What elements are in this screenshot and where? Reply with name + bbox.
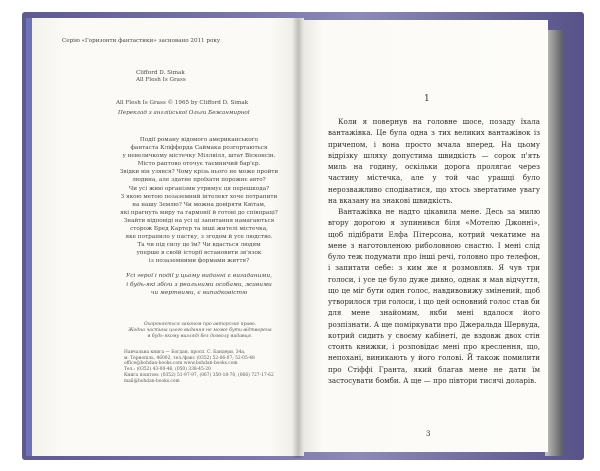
imprint-line: office@bohdan-books.com www.bohdan-books.com <box>124 361 238 367</box>
paragraph: Коли я повернув на головне шосе, позаду їхала вантажівка. Це була одна з тих великих вантажівок із причепом, і вона просто мчала вперед. На цьому відрізку шляху допустима швидкість — сорок п'ять миль на годину, оскільки дорога пролягає через частину містечка, але у той час урашці було нерозважливо сподіватися, що хтось звертатиме увагу на вказану на знакові швидкість. <box>328 117 540 205</box>
annotation-line: на нашу Землю? Чи можна довіряти Квітам, <box>132 201 266 208</box>
chapter-text <box>328 116 540 386</box>
publisher-imprint <box>124 350 304 384</box>
annotation-line: Події роману відомого американського <box>139 137 259 143</box>
disclaimer-line: Усі герої і події у цьому виданні є вигаданими, <box>126 273 272 279</box>
annotation-line: із позаземними формами життя? <box>148 258 250 265</box>
annotation-line: Звідки він узявся? Чому крізь нього не може пройти <box>119 169 279 176</box>
rights-line: в будь-якому вигляді без дозволу видавця. <box>147 334 253 339</box>
rights-line: Охороняється законом про авторське право. <box>143 322 257 327</box>
annotation-line: уперше в своїй історії встановити зв'язок <box>136 250 262 257</box>
original-author <box>136 70 304 84</box>
imprint-line: м. Тернопіль, 46002, тел./факс (0352) 52-06-07; 52-05-48 <box>124 355 255 361</box>
imprint-line: Навчальна книга — Богдан, просп. С. Бандери, 34а, <box>124 350 246 355</box>
imprint-line: mail@bohdan-books.com <box>124 378 180 384</box>
translation-line: Переклад з англійської Ольги Бежанмирної <box>118 110 250 116</box>
paragraph: Вантажівка не надто цікавила мене. Десь за милю вгору дорогою я зупинився біля «Мотелю Джонні», щоб підібрати Елфа Пітерсона, котрий чекатиме на мене з наготовленою риболовною снастю. І мені слід було теж подумати про інші речі, головно про телефон, і запитати себе: з ким же я розмовляв. Я чув три голоси, і усе це було дуже дивно, однак я мав відчуття, що це міг бути один голос, навдивовижу змінений, щоб утворилося три голоси, і що цей основний голос став би для мене знайомим, якби мені вдалося його розпізнати. А ще поміркувати про Джеральда Шервуда, котрий сидить у своєму кабінеті, де вздовж двох стін стоять книжки, і розповідає мені про креслення, що, непохані, виникають у його голові. Й також помилити про Стіффі Гранта, який благав мене не дати їм застосувати бомби. А ще — про півтори тисячі доларів. <box>328 207 540 385</box>
annotation-line: яке потрапило у пастку, з згодом й усе людство. <box>125 234 273 241</box>
rights-notice <box>100 322 300 340</box>
annotation-line: Місто раптово оточує таємничий бар'єр. <box>137 161 261 168</box>
annotation-line: Чи усі живі організми утримує ця перешкода? <box>128 185 270 192</box>
annotation-line: у невеличкому містечку Міллвілл, штат Вісконсін. <box>122 153 276 160</box>
disclaimer-line: чи мертвими, є випадковістю <box>150 290 248 297</box>
original-title: All Flesh Is Grass <box>136 77 186 84</box>
annotation <box>92 136 304 266</box>
annotation-line: які прагнуть миру та гармонії й готові до співпраці? <box>120 209 278 216</box>
chapter-number: 1 <box>424 94 430 104</box>
rights-line: Жодна частина цього видання не може бути відтворена <box>128 328 272 333</box>
annotation-line: людина, але здатне проїхати порожнє авто? <box>132 177 266 184</box>
fiction-disclaimer <box>92 272 304 298</box>
original-author-name: Clifford D. Simak <box>136 70 185 76</box>
page-number: 3 <box>426 430 431 438</box>
series-line: Серію «Горизонти фантастики» засновано 2011 року <box>62 38 221 44</box>
annotation-line: Знайти відповіді на усі ці запитання намагаються <box>123 217 275 224</box>
imprint-line: Тел.: (0352) 43-00-46, (050) 338-45-20 <box>124 367 211 373</box>
copyright-line: All Flesh Is Grass © 1965 by Clifford D. Simak <box>116 100 249 106</box>
annotation-line: З якою метою позаземний інтелект хоче потрапити <box>120 193 278 200</box>
right-page <box>298 20 548 452</box>
disclaimer-line: і будь-які збіги з реальними особами, живими <box>126 281 272 288</box>
annotation-line: сторож Бред Картер та інші жителі містечка, <box>130 226 268 233</box>
left-page <box>26 18 304 456</box>
book-gutter <box>292 18 304 458</box>
annotation-line: фантаста Кліффорда Саймака розгортаються <box>130 145 268 152</box>
imprint-line: Книга поштою: (0352) 51-97-97, (067) 350-18-70, (066) 727-17-62 <box>124 372 274 378</box>
annotation-line: Та чи під силу це їм? Чи вдасться людям <box>137 242 261 249</box>
